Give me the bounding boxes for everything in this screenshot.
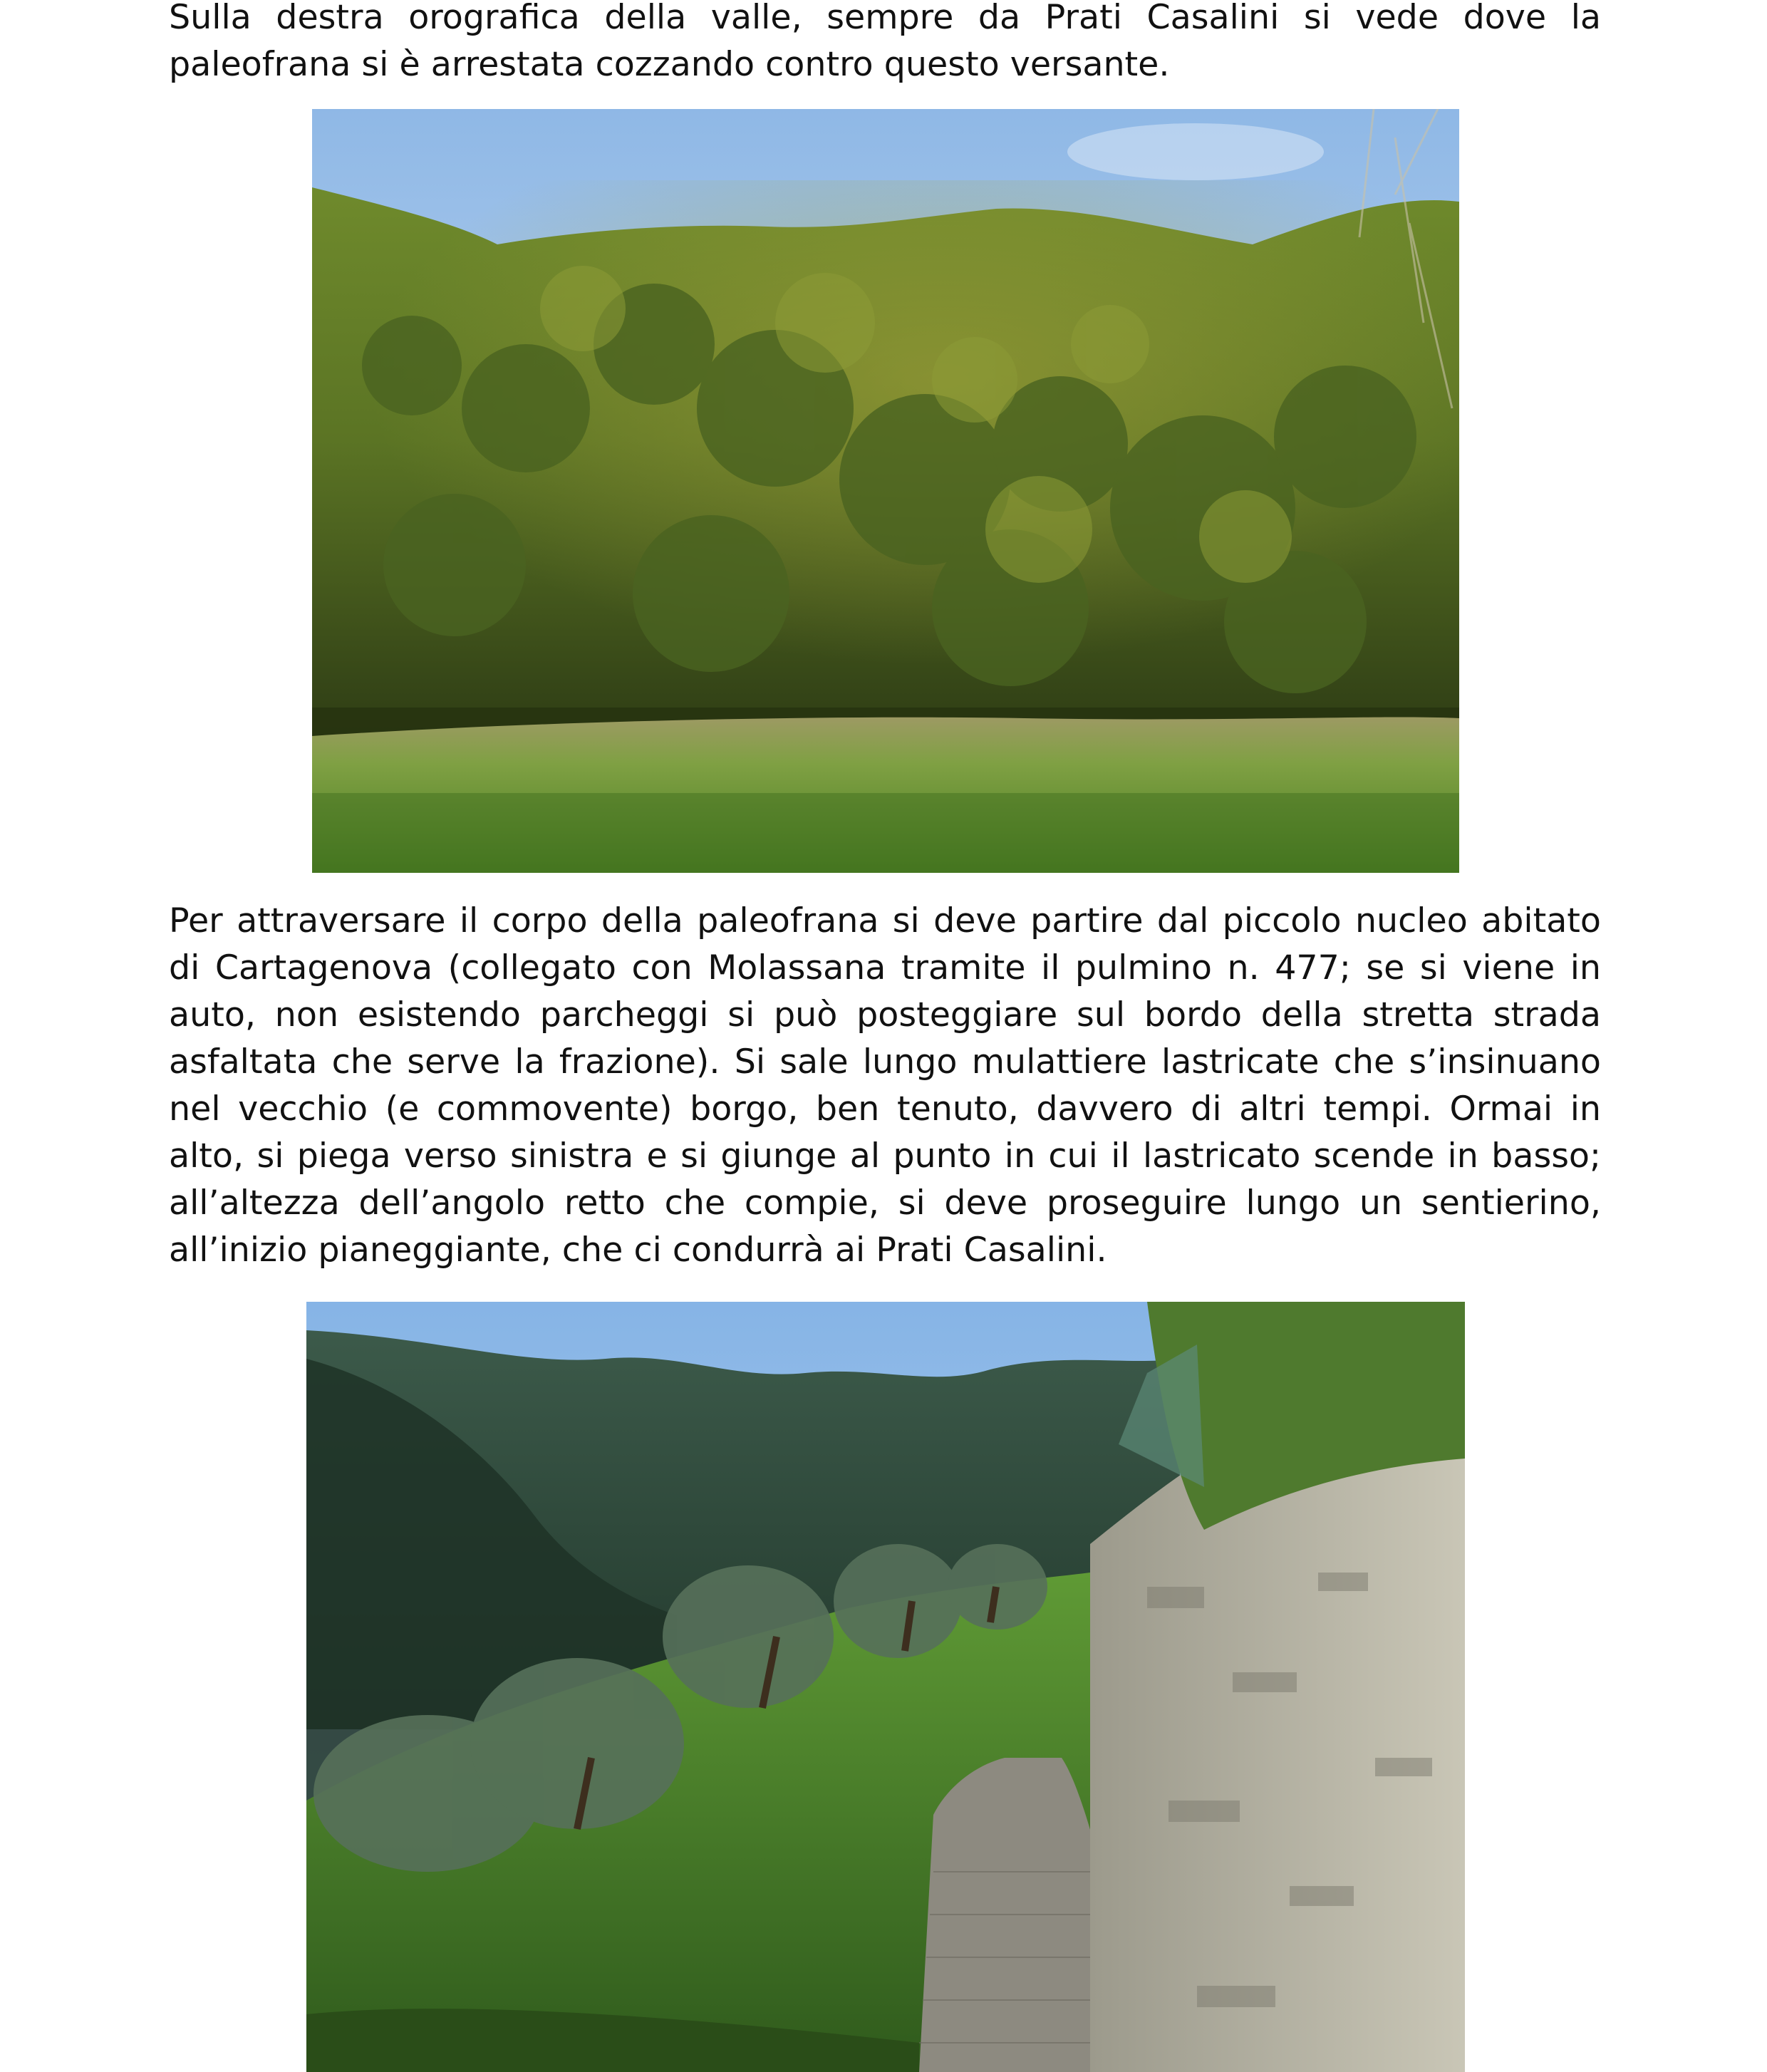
olive-path-illustration: [306, 1302, 1465, 2072]
hillside-illustration: [312, 109, 1459, 873]
photo-wooded-hillside: [312, 109, 1459, 873]
paragraph-intro: Sulla destra orografica della valle, sempre da Prati Casalini si vede dove la paleofrana si è arrestata cozzando contro questo versante.: [169, 0, 1601, 84]
paragraph-route-description: Per attraversare il corpo della paleofrana si deve partire dal piccolo nucleo abitato di Cartagenova (collegato con Molassana tramite il pulmino n. 477; se si viene in auto, non esistendo parcheggi si può posteggiare sul bordo della stretta strada asfaltata che serve la frazione). Si sale lungo mulattiere lastricate che s’insinuano nel vecchio (e commovente) borgo, ben tenuto, davvero di altri tempi. Ormai in alto, si piega verso sinistra e si giunge al punto in cui il lastricato scende in basso; all’altezza dell’angolo retto che compie, si deve proseguire lungo un sentierino, all’inizio pianeggiante, che ci condurrà ai Prati Casalini.: [169, 901, 1601, 1270]
photo-olive-grove-path: [306, 1302, 1465, 2072]
